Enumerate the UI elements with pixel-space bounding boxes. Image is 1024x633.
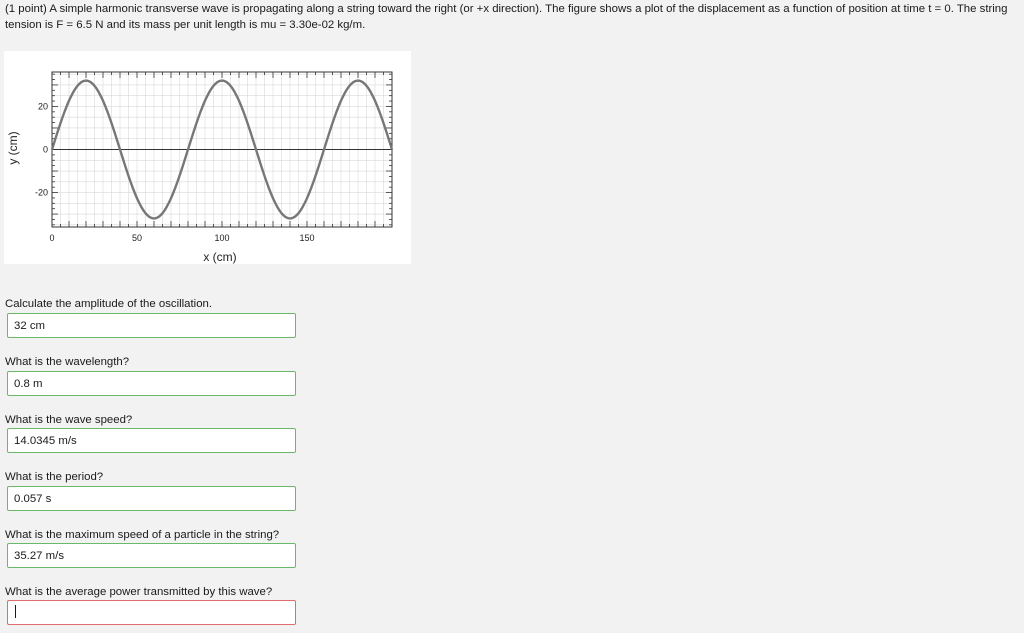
question-max-particle-speed-label: What is the maximum speed of a particle in the string?: [5, 529, 280, 541]
y-tick-label: 20: [37, 101, 48, 112]
answer-wave-speed-input[interactable]: [7, 428, 296, 453]
answer-period-input[interactable]: [7, 486, 296, 511]
answer-max-particle-speed-input[interactable]: [7, 543, 296, 568]
x-axis-label: x (cm): [203, 250, 237, 264]
x-tick-label: 100: [214, 233, 230, 243]
question-wave-speed-label: What is the wave speed?: [5, 414, 133, 426]
x-tick-label: 150: [299, 233, 315, 243]
question-amplitude-label: Calculate the amplitude of the oscillation.: [5, 298, 213, 310]
text-caret: [15, 605, 16, 618]
problem-statement: (1 point) A simple harmonic transverse wave is propagating along a string toward the right (or +x direction). The figure shows a plot of the displacement as a function of position at time t = 0. The string tension is F = 6.5 N and its mass per unit length is mu = 3.30e-02 kg/m.: [5, 3, 1008, 31]
question-wavelength-label: What is the wavelength?: [5, 356, 130, 368]
answer-amplitude-input[interactable]: [7, 313, 296, 338]
answer-wavelength-input[interactable]: [7, 371, 296, 396]
answer-average-power-input[interactable]: [7, 600, 296, 625]
plot-tick-labels: [35, 101, 315, 243]
y-tick-label: 0: [42, 144, 48, 155]
y-tick-label: -20: [34, 187, 48, 198]
wave-plot: [4, 51, 411, 264]
y-axis-label: y (cm): [6, 131, 20, 165]
wave-plot-svg: [4, 51, 411, 264]
question-period-label: What is the period?: [5, 471, 104, 483]
x-tick-label: 50: [131, 233, 143, 243]
x-tick-label: 0: [49, 233, 55, 243]
question-average-power-label: What is the average power transmitted by this wave?: [5, 586, 273, 598]
